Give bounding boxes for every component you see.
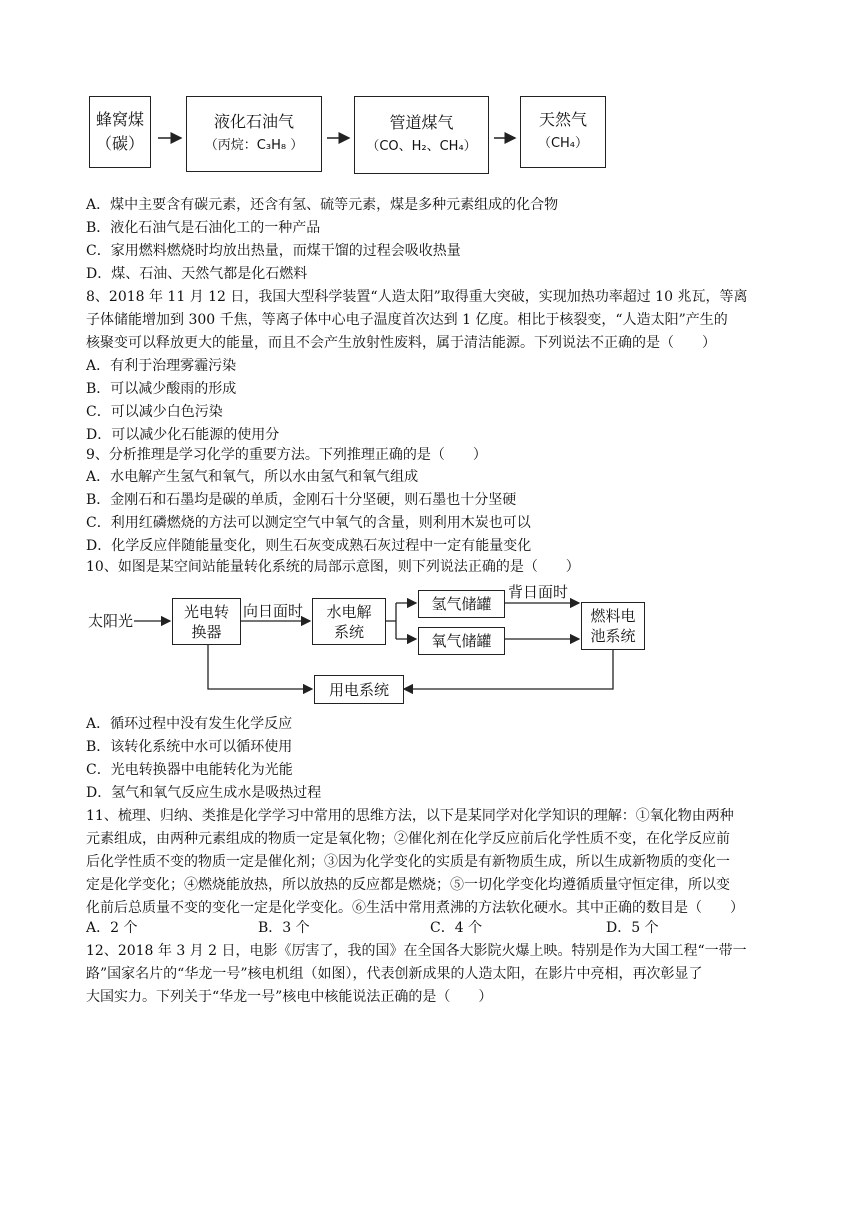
q10-option-b[interactable]: B．该转化系统中水可以循环使用 (86, 739, 293, 755)
q11-stem-line: 11、梳理、归纳、类推是化学学习中常用的思维方法，以下是某同学对化学知识的理解：①氧化物由两种 (86, 808, 734, 824)
electrolysis-line: 系统 (333, 622, 364, 641)
q7-option-c[interactable]: C．家用燃料燃烧时均放出热量，而煤干馏的过程会吸收热量 (86, 243, 461, 259)
q8-option-b[interactable]: B．可以减少酸雨的形成 (86, 381, 237, 397)
day-side-label: 向日面时 (243, 602, 304, 620)
hydrogen-tank-label: 氢气储罐 (431, 595, 492, 613)
photoelectric-converter-box (172, 598, 241, 645)
q10-option-d[interactable]: D．氢气和氧气反应生成水是吸热过程 (86, 785, 322, 801)
q11-stem-line: 化前后总质量不变的变化一定是化学变化。⑥生活中常用煮沸的方法软化硬水。其中正确的数目是（ ） (86, 900, 744, 916)
q7-option-d[interactable]: D．煤、石油、天然气都是化石燃料 (86, 266, 308, 282)
q12-stem-line: 路”国家名片的“华龙一号”核电机组（如图），代表创新成果的人造太阳，在影片中亮相，再次彰显了 (86, 966, 703, 982)
power-system-label: 用电系统 (328, 680, 389, 699)
q11-option-b[interactable]: B．3 个 (258, 920, 310, 936)
q8-stem-line: 8、2018 年 11 月 12 日，我国大型科学装置“人造太阳”取得重大突破，实现加热功率超过 10 兆瓦，等离 (86, 289, 748, 305)
q12-stem-line: 12、2018 年 3 月 2 日，电影《厉害了，我的国》在全国各大影院火爆上映。特别是作为大国工程“一带一 (86, 943, 747, 959)
q8-option-c[interactable]: C．可以减少白色污染 (86, 404, 223, 420)
converter-line: 换器 (191, 622, 222, 641)
arrow-icon (208, 645, 312, 689)
q11-option-a[interactable]: A．2 个 (86, 920, 138, 936)
q11-stem-line: 后化学性质不变的物质一定是催化剂；③因为化学变化的实质是有新物质生成，所以生成新物质的变化一 (86, 854, 730, 870)
fuel-formula: （CO、H₂、CH₄） (366, 139, 477, 154)
q11-stem-line: 元素组成，由两种元素组成的物质一定是氧化物；②催化剂在化学反应前后化学性质不变，在化学反应前 (86, 831, 730, 847)
q11-options (86, 917, 659, 939)
q9-option-d[interactable]: D．化学反应伴随能量变化，则生石灰变成熟石灰过程中一定有能量变化 (86, 538, 532, 554)
q12-stem-line: 大国实力。下列关于“华龙一号”核电中核能说法正确的是（ ） (86, 989, 493, 1005)
q7-option-a[interactable]: A．煤中主要含有碳元素，还含有氢、硫等元素，煤是多种元素组成的化合物 (86, 197, 559, 213)
q9-option-c[interactable]: C．利用红磷燃烧的方法可以测定空气中氧气的含量，则利用木炭也可以 (86, 515, 531, 531)
electrolysis-box (312, 598, 386, 645)
electrolysis-line: 水电解 (326, 602, 372, 621)
arrow-icon (404, 650, 613, 689)
q8-stem-line: 子体储能增加到 300 千焦，等离子体中心电子温度首次达到 1 亿度。相比于核裂变，“人造太阳”产生的 (86, 312, 728, 328)
fuel-cell-line: 池系统 (590, 627, 636, 645)
q10-stem: 10、如图是某空间站能量转化系统的局部示意图，则下列说法正确的是（ ） (86, 559, 580, 575)
q8-option-d[interactable]: D．可以减少化石能源的使用分 (86, 427, 280, 443)
q8-option-a[interactable]: A．有利于治理雾霾污染 (86, 358, 237, 374)
q9-option-b[interactable]: B．金刚石和石墨均是碳的单质，金刚石十分坚硬，则石墨也十分坚硬 (86, 492, 517, 508)
q7-option-b[interactable]: B．液化石油气是石油化工的一种产品 (86, 220, 321, 236)
fuel-name: 天然气 (538, 110, 587, 129)
fuel-name: 液化石油气 (213, 112, 294, 131)
fuel-cell-box (581, 602, 645, 650)
fuel-formula: （碳） (95, 134, 144, 153)
oxygen-tank-box (418, 627, 505, 655)
q9-option-a[interactable]: A．水电解产生氢气和氧气，所以水由氢气和氧气组成 (86, 469, 419, 485)
q11-option-d[interactable]: D．5 个 (606, 920, 659, 936)
sunlight-label: 太阳光 (88, 612, 134, 630)
q11-stem-line: 定是化学变化；④燃烧能放热，所以放热的反应都是燃烧；⑤一切化学变化均遵循质量守恒定律，所以变 (86, 877, 730, 893)
fuel-cell-line: 燃料电 (590, 607, 636, 625)
hydrogen-tank-box (418, 590, 505, 618)
fuel-name: 蜂窝煤 (95, 110, 144, 129)
q8-stem-line: 核聚变可以释放更大的能量，而且不会产生放射性废料，属于清洁能源。下列说法不正确的是（ ） (86, 335, 716, 351)
power-system-box (314, 675, 404, 704)
fuel-formula: （丙烷：C₃H₈ ） (204, 138, 304, 153)
fuel-name: 管道煤气 (389, 113, 454, 132)
night-side-label: 背日面时 (508, 583, 569, 601)
q10-option-a[interactable]: A．循环过程中没有发生化学反应 (86, 716, 293, 732)
q10-option-c[interactable]: C．光电转换器中电能转化为光能 (86, 762, 293, 778)
oxygen-tank-label: 氧气储罐 (431, 632, 492, 650)
q9-stem: 9、分析推理是学习化学的重要方法。下列推理正确的是（ ） (86, 447, 487, 463)
q11-option-c[interactable]: C．4 个 (430, 920, 483, 936)
converter-line: 光电转 (183, 602, 229, 621)
fuel-formula: （CH₄） (537, 136, 589, 151)
